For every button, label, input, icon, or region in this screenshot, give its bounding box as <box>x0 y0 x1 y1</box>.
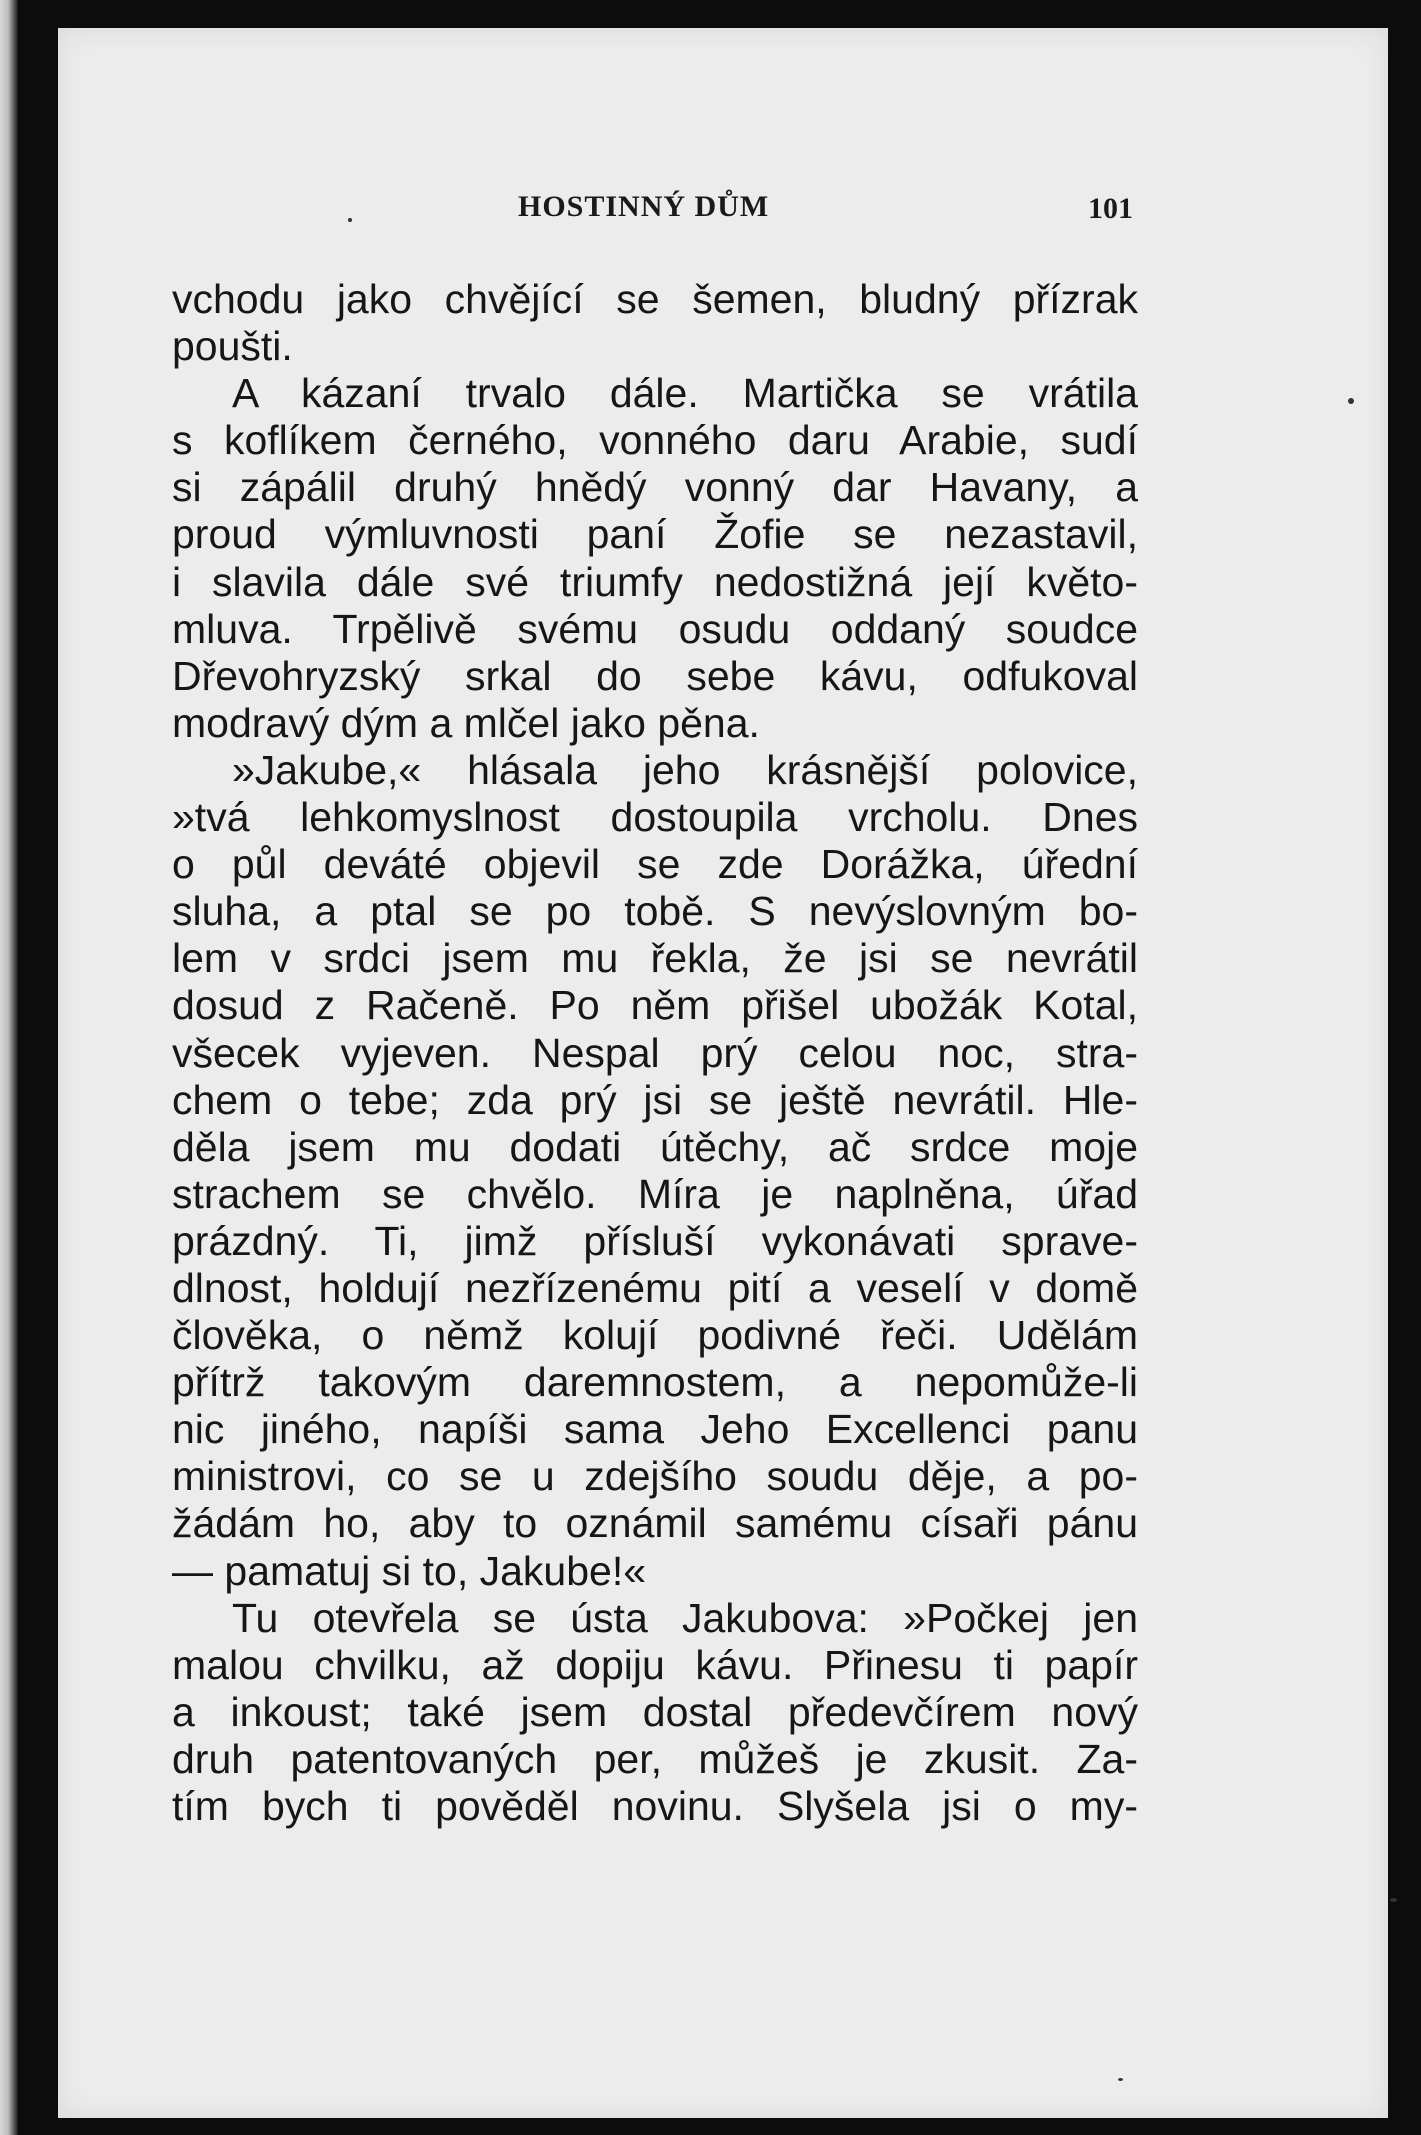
text-line: chem o tebe; zda prý jsi se ještě nevrátil. Hle- <box>172 1076 1138 1123</box>
text-line: i slavila dále své triumfy nedostižná její květo- <box>172 558 1138 605</box>
scan-speck <box>1348 398 1354 404</box>
text-line: ministrovi, co se u zdejšího soudu děje, a po- <box>172 1453 1138 1500</box>
text-line: přítrž takovým daremnostem, a nepomůže-li <box>172 1359 1138 1406</box>
book-spine-edge <box>0 0 18 2135</box>
text-line: lem v srdci jsem mu řekla, že jsi se nevrátil <box>172 935 1138 982</box>
text-line: malou chvilku, až dopiju kávu. Přinesu ti papír <box>172 1641 1138 1688</box>
text-line: sluha, a ptal se po tobě. S nevýslovným bo- <box>172 888 1138 935</box>
text-line: A kázaní trvalo dále. Martička se vrátila <box>232 370 1138 417</box>
scan-speck <box>1390 1898 1397 1902</box>
running-head <box>58 190 1388 230</box>
text-line: mluva. Trpělivě svému osudu oddaný soudce <box>172 605 1138 652</box>
text-line: Dřevohryzský srkal do sebe kávu, odfukoval <box>172 652 1138 699</box>
text-line: modravý dým a mlčel jako pěna. <box>172 699 760 746</box>
text-line: »tvá lehkomyslnost dostoupila vrcholu. Dnes <box>172 794 1138 841</box>
text-line: prázdný. Ti, jimž přísluší vykonávati sprave- <box>172 1217 1138 1264</box>
book-page <box>58 28 1388 2118</box>
text-line: dosud z Račeně. Po něm přišel ubožák Kotal, <box>172 982 1138 1029</box>
text-line: člověka, o němž kolují podivné řeči. Udělám <box>172 1312 1138 1359</box>
text-line: o půl deváté objevil se zde Dorážka, úřední <box>172 841 1138 888</box>
text-line: děla jsem mu dodati útěchy, ač srdce moje <box>172 1123 1138 1170</box>
text-line: — pamatuj si to, Jakube!« <box>172 1547 647 1594</box>
text-line: a inkoust; také jsem dostal předevčírem nový <box>172 1688 1138 1735</box>
text-line: tím bych ti pověděl novinu. Slyšela jsi o my- <box>172 1783 1138 1829</box>
text-line: žádám ho, aby to oznámil samému císaři pánu <box>172 1500 1138 1547</box>
scan-speck <box>348 218 352 222</box>
text-line: si zápálil druhý hnědý vonný dar Havany, a <box>172 464 1138 511</box>
page-number: 101 <box>1088 192 1133 225</box>
text-line: druh patentovaných per, můžeš je zkusit. Za- <box>172 1735 1138 1782</box>
text-line: dlnost, holdují nezřízenému pití a veselí v domě <box>172 1264 1138 1311</box>
body-text <box>172 276 1138 1830</box>
text-line: nic jiného, napíši sama Jeho Excellenci panu <box>172 1406 1138 1453</box>
text-line: »Jakube,« hlásala jeho krásnější polovice, <box>232 746 1138 793</box>
text-line: strachem se chvělo. Míra je naplněna, úřad <box>172 1170 1138 1217</box>
text-line: Tu otevřela se ústa Jakubova: »Počkej jen <box>232 1594 1138 1641</box>
text-line: poušti. <box>172 323 293 370</box>
scan-speck <box>1118 2078 1123 2081</box>
text-line: všecek vyjeven. Nespal prý celou noc, stra- <box>172 1029 1138 1076</box>
running-title: HOSTINNÝ DŮM <box>518 190 770 223</box>
text-line: s koflíkem černého, vonného daru Arabie, sudí <box>172 417 1138 464</box>
text-line: vchodu jako chvějící se šemen, bludný přízrak <box>172 276 1138 322</box>
text-line: proud výmluvnosti paní Žofie se nezastavil, <box>172 511 1138 558</box>
